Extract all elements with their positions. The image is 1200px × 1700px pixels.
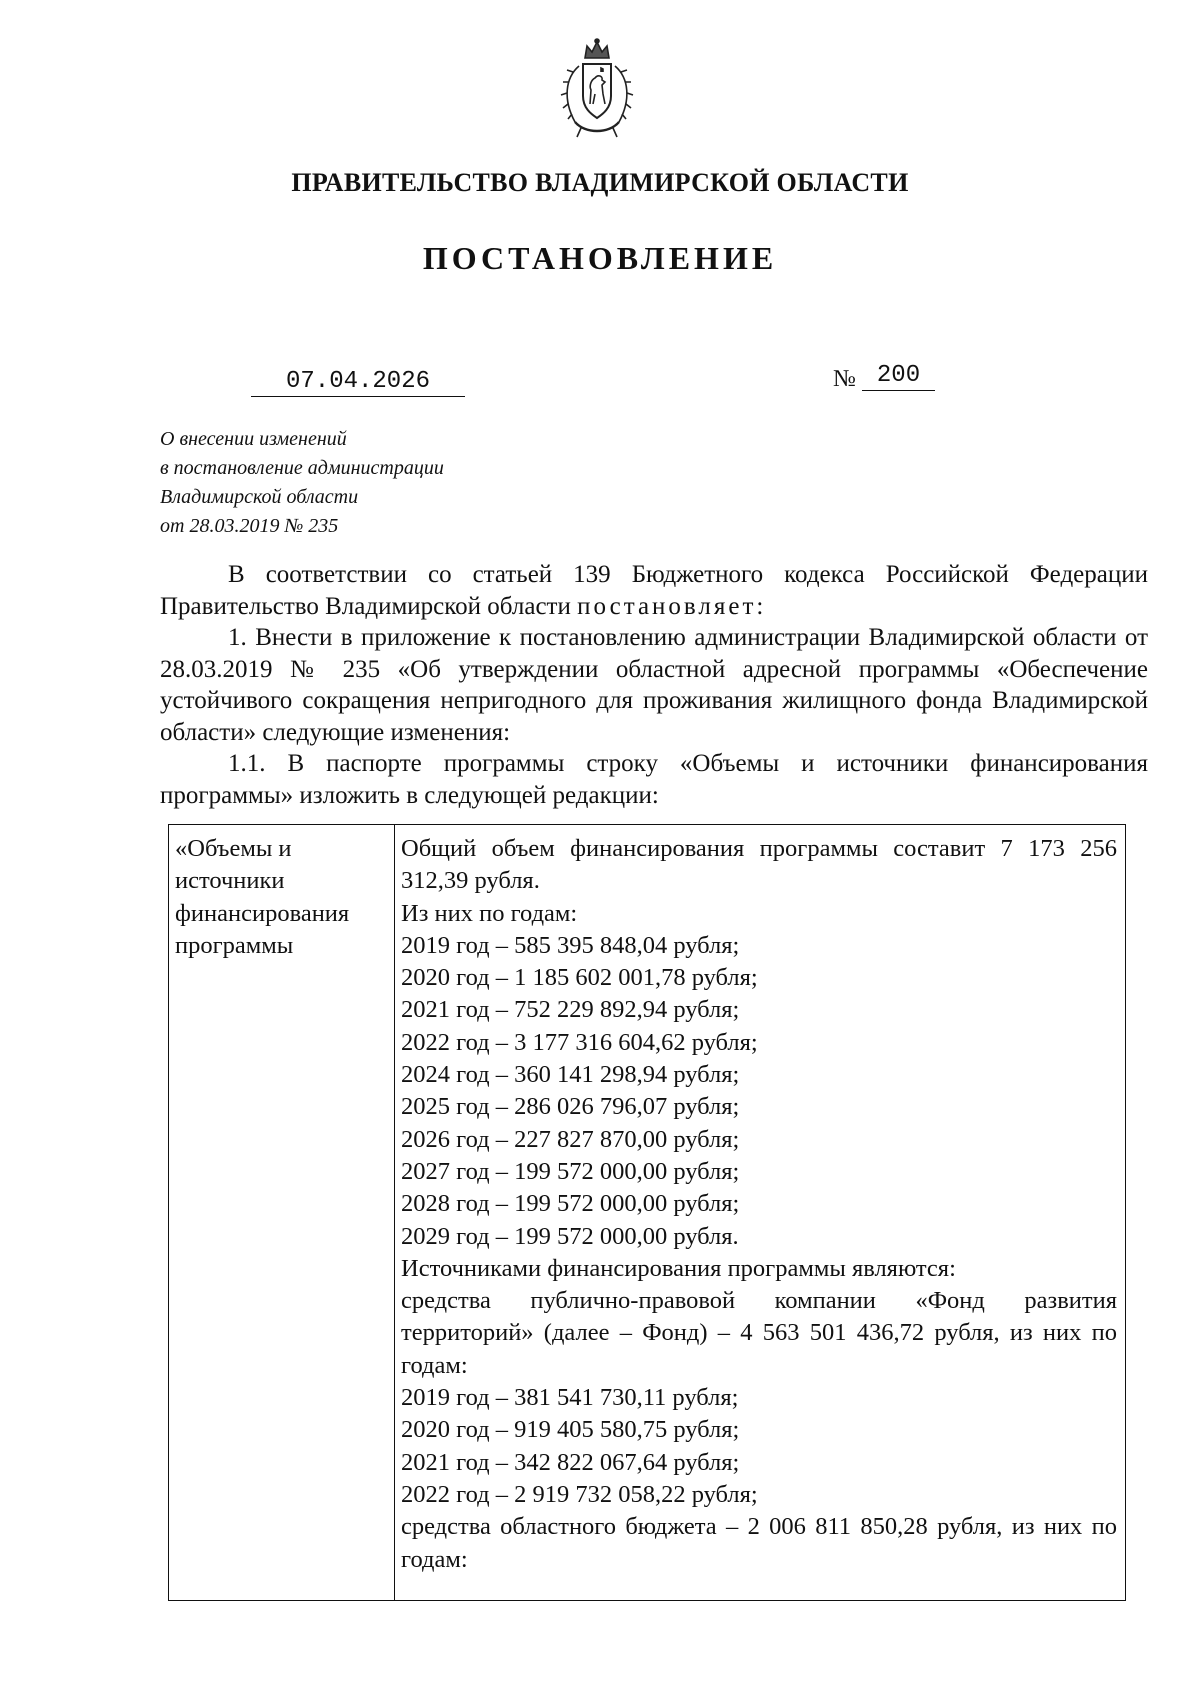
- fund-year-amount: 2020 год – 919 405 580,75 рубля;: [401, 1416, 740, 1444]
- row-label-line: программы: [175, 931, 294, 959]
- subject-line: О внесении изменений: [160, 428, 347, 450]
- paragraph-preamble: [160, 559, 1148, 622]
- document-date: 07.04.2026: [251, 368, 465, 397]
- resolution-verb: постановляет: [577, 592, 757, 620]
- year-amount: 2028 год – 199 572 000,00 рубля;: [401, 1190, 740, 1218]
- by-years-heading: Из них по годам:: [401, 899, 578, 927]
- year-amount: 2027 год – 199 572 000,00 рубля;: [401, 1157, 740, 1185]
- year-amount: 2019 год – 585 395 848,04 рубля;: [401, 931, 740, 959]
- document-body: [160, 559, 1148, 811]
- document-number: 200: [862, 362, 935, 391]
- fund-year-amount: 2022 год – 2 919 732 058,22 рубля;: [401, 1480, 758, 1508]
- paragraph-item-1: 1. Внести в приложение к постановлению администрации Владимирской области от 28.03.2019 № 235 «Об утверждении областной адресной программы «Обеспечение устойчивого сокращения непригодного для проживания жилищного фонда Владимирской области» следующие изменения:: [160, 624, 1148, 746]
- fund-year-amount: 2021 год – 342 822 067,64 рубля;: [401, 1448, 740, 1476]
- row-label-line: источники: [175, 867, 285, 895]
- year-amount: 2025 год – 286 026 796,07 рубля;: [401, 1093, 740, 1121]
- sources-heading: Источниками финансирования программы являются:: [401, 1254, 956, 1282]
- subject-line: от 28.03.2019 № 235: [160, 515, 339, 537]
- year-amount: 2021 год – 752 229 892,94 рубля;: [401, 996, 740, 1024]
- preamble-text: В соответствии со статьей 139 Бюджетного кодекса Российской Федерации Правительство Владимирской области: [160, 561, 1148, 620]
- total-financing: Общий объем финансирования программы составит 7 173 256 312,39 рубля.: [401, 835, 1117, 895]
- organization-title: ПРАВИТЕЛЬСТВО ВЛАДИМИРСКОЙ ОБЛАСТИ: [291, 168, 909, 197]
- fund-source-text: средства публично-правовой компании «Фонд развития территорий» (далее – Фонд) – 4 563 501 436,72 рубля, из них по годам:: [401, 1287, 1117, 1379]
- number-sign: №: [833, 366, 856, 392]
- year-amount: 2026 год – 227 827 870,00 рубля;: [401, 1125, 740, 1153]
- row-label-line: «Объемы и: [175, 835, 292, 862]
- year-amount: 2029 год – 199 572 000,00 рубля.: [401, 1222, 739, 1250]
- year-amount: 2022 год – 3 177 316 604,62 рубля;: [401, 1028, 758, 1056]
- row-label-cell: [169, 825, 395, 1601]
- document-type-title: ПОСТАНОВЛЕНИЕ: [422, 240, 778, 276]
- document-subject: [160, 425, 444, 541]
- table-row: [169, 825, 1126, 1601]
- coat-of-arms-emblem: [555, 38, 639, 140]
- fund-year-amount: 2019 год – 381 541 730,11 рубля;: [401, 1384, 739, 1412]
- financing-table: [168, 824, 1126, 1601]
- regional-budget-text: средства областного бюджета – 2 006 811 850,28 рубля, из них по годам:: [401, 1513, 1117, 1573]
- row-value-cell: [395, 825, 1126, 1601]
- subject-line: в постановление администрации: [160, 457, 444, 479]
- preamble-colon: :: [756, 592, 764, 620]
- row-label-line: финансирования: [175, 899, 350, 927]
- year-amount: 2024 год – 360 141 298,94 рубля;: [401, 1061, 740, 1089]
- year-amount: 2020 год – 1 185 602 001,78 рубля;: [401, 964, 758, 992]
- subject-line: Владимирской области: [160, 486, 359, 508]
- paragraph-item-1-1: 1.1. В паспорте программы строку «Объемы и источники финансирования программы» изложить в следующей редакции:: [160, 750, 1148, 809]
